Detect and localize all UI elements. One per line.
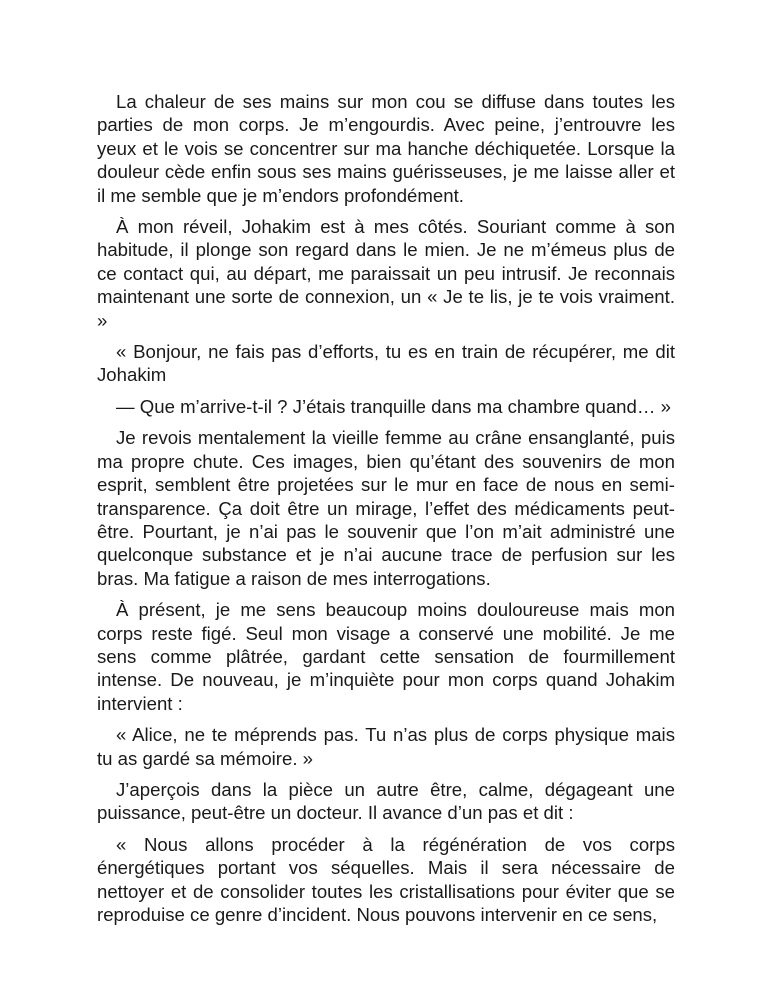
document-page [97,90,675,934]
paragraph: À présent, je me sens beaucoup moins douloureuse mais mon corps reste figé. Seul mon visage a conservé une mobilité. Je me sens comme plâtrée, gardant cette sensation de fourmillement intense. De nouveau, je m’inquiète pour mon corps quand Johakim intervient : [97,599,675,714]
paragraph: La chaleur de ses mains sur mon cou se diffuse dans toutes les parties de mon corps. Je m’engourdis. Avec peine, j’entrouvre les yeux et le vois se concentrer sur ma hanche déchiquetée. Lorsque la douleur cède enfin sous ses mains guérisseuses, je me laisse aller et il me semble que je m’endors profondément. [97,91,675,206]
paragraph: À mon réveil, Johakim est à mes côtés. Souriant comme à son habitude, il plonge son regard dans le mien. Je ne m’émeus plus de ce contact qui, au départ, me paraissait un peu intrusif. Je reconnais maintenant une sorte de connexion, un « Je te lis, je te vois vraiment. » [97,216,675,331]
paragraph: « Nous allons procéder à la régénération de vos corps énergétiques portant vos séquelles. Mais il sera nécessaire de nettoyer et de consolider toutes les cristallisations pour éviter que se reproduise ce genre d’incident. Nous pouvons intervenir en ce sens, [97,833,675,925]
paragraph: J’aperçois dans la pièce un autre être, calme, dégageant une puissance, peut-être un docteur. Il avance d’un pas et dit : [97,778,675,824]
paragraph: « Bonjour, ne fais pas d’efforts, tu es en train de récupérer, me dit Johakim [97,341,675,386]
paragraph: — Que m’arrive-t-il ? J’étais tranquille dans ma chambre quand… » [116,395,671,417]
paragraph: Je revois mentalement la vieille femme au crâne ensanglanté, puis ma propre chute. Ces images, bien qu’étant des souvenirs de mon esprit, semblent être projetées sur le mur en face de nous en semi-transparence. Ça doit être un mirage, l’effet des médicaments peut-être. Pourtant, je n’ai pas le souvenir que l’on m’ait administré une quelconque substance et je n’ai aucune trace de perfusion sur les bras. Ma fatigue a raison de mes interrogations. [97,427,675,589]
paragraph: « Alice, ne te méprends pas. Tu n’as plus de corps physique mais tu as gardé sa mémoire. » [97,724,675,769]
